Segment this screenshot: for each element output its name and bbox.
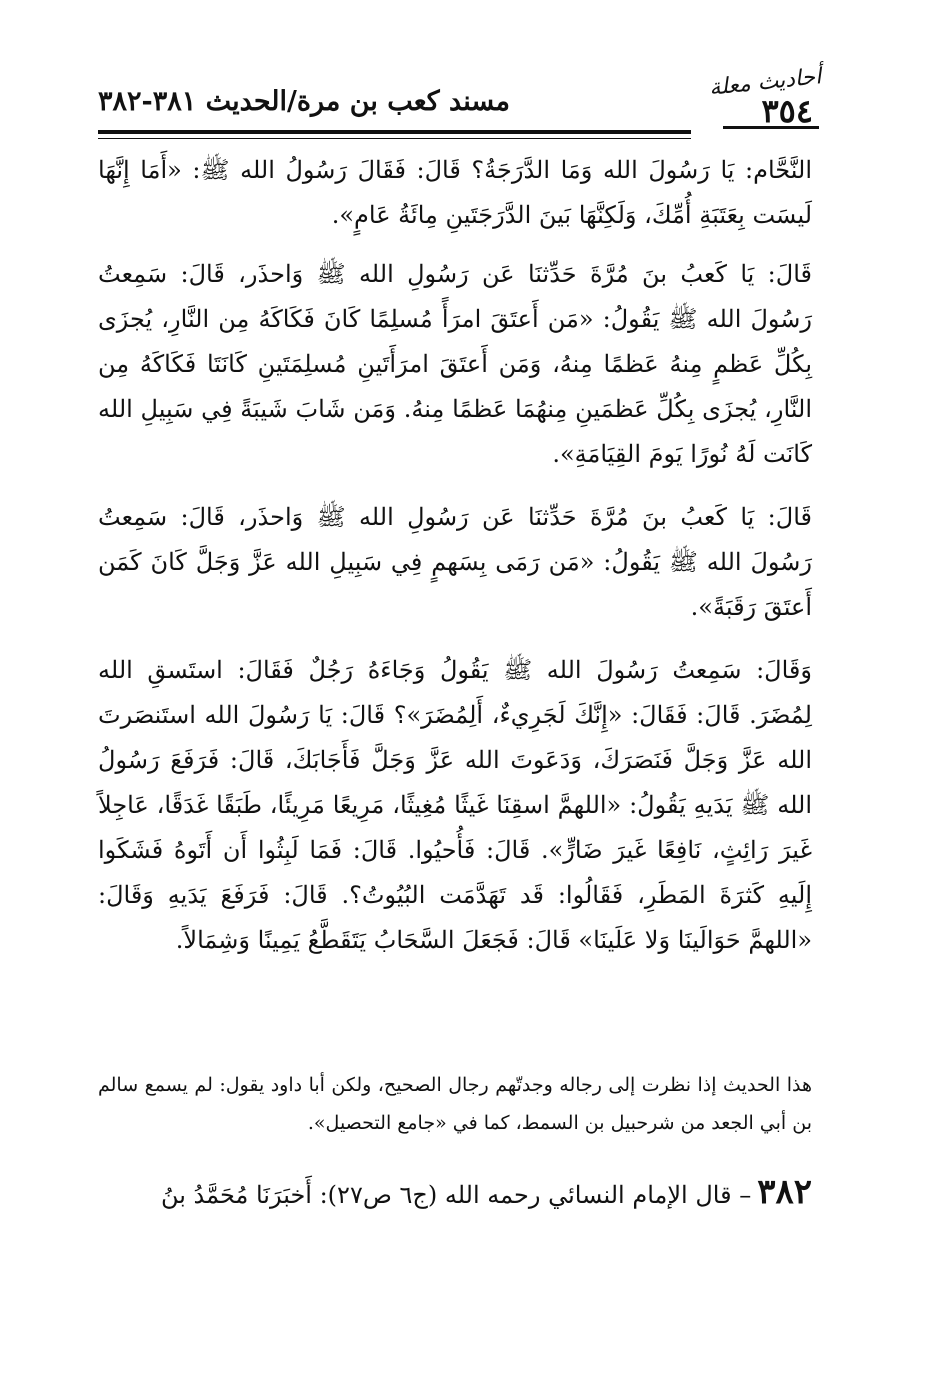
hadith-opening-text: – قال الإمام النسائي رحمه الله (ج٦ ص٢٧): أَخبَرَنَا مُحَمَّدُ بنُ xyxy=(160,1181,752,1209)
page-number: ٣٥٤ xyxy=(761,92,813,130)
header-rule-thin xyxy=(98,138,691,139)
next-hadith-start xyxy=(98,1170,812,1218)
page-number-underline xyxy=(723,126,819,129)
paragraph: وَقَالَ: سَمِعتُ رَسُولَ الله ﷺ يَقُولُ وَجَاءَهُ رَجُلٌ فَقَالَ: استَسقِ الله لِمُضَرَ. قَالَ: فَقَالَ: «إِنَّكَ لَجَرِيءٌ، أَلِمُضَرَ»؟ قَالَ: يَا رَسُولَ الله استَنصَرتَ الله عَزَّ وَجَلَّ فَنَصَرَكَ، وَدَعَوتَ الله عَزَّ وَجَلَّ فَأَجَابَكَ، قَالَ: فَرَفَعَ رَسُولُ الله ﷺ يَدَيهِ يَقُولُ: «اللهمَّ اسقِنَا غَيثًا مُغِيثًا، مَرِيعًا مَرِيئًا، طَبَقًا غَدَقًا، عَاجِلاً غَيرَ رَائِثٍ، نَافِعًا غَيرَ ضَارٍّ». قَالَ: فَأُحيُوا. قَالَ: فَمَا لَبِثُوا أَن أَتَوهُ فَشَكَوا إِلَيهِ كَثرَةَ المَطَرِ، فَقَالُوا: قَد تَهَدَّمَت البُيُوتُ؟. قَالَ: فَرَفَعَ يَدَيهِ وَقَالَ: «اللهمَّ حَوَالَينَا وَلا عَلَينَا» قَالَ: فَجَعَلَ السَّحَابُ يَتَقَطَّعُ يَمِينًا وَشِمَالاً. xyxy=(98,656,812,954)
header-rule xyxy=(98,130,691,134)
paragraph: قَالَ: يَا كَعبُ بنَ مُرَّةَ حَدِّثنَا عَن رَسُولِ الله ﷺ وَاحذَر، قَالَ: سَمِعتُ رَسُولَ الله ﷺ يَقُولُ: «مَن أَعتَقَ امرَأً مُسلِمًا كَانَ فَكَاكَهُ مِن النَّارِ، يُجزَى بِكُلِّ عَظمٍ مِنهُ عَظمًا مِنهُ، وَمَن أَعتَقَ امرَأَتَينِ مُسلِمَتَينِ كَانَتَا فَكَاكَهُ مِن النَّارِ، يُجزَى بِكُلِّ عَظمَينِ مِنهُمَا عَظمًا مِنهُ. وَمَن شَابَ شَيبَةً فِي سَبِيلِ الله كَانَت لَهُ نُورًا يَومَ القِيَامَةِ». xyxy=(98,260,812,468)
paragraph: النَّحَّام: يَا رَسُولَ الله وَمَا الدَّرَجَةُ؟ قَالَ: فَقَالَ رَسُولُ الله ﷺ: «أَمَا إِنَّهَا لَيسَت بِعَتَبَةِ أُمِّكَ، وَلَكِنَّهَا بَينَ الدَّرَجَتَينِ مِائَةُ عَامٍ». xyxy=(98,156,812,229)
handwritten-note: أحاديث معلة xyxy=(707,64,822,101)
running-head: مسند كعب بن مرة/الحديث ٣٨١-٣٨٢ xyxy=(98,86,510,117)
main-text xyxy=(98,148,812,981)
paragraph: قَالَ: يَا كَعبُ بنَ مُرَّةَ حَدِّثنَا عَن رَسُولِ الله ﷺ وَاحذَر، قَالَ: سَمِعتُ رَسُولَ الله ﷺ يَقُولُ: «مَن رَمَى بِسَهمٍ فِي سَبِيلِ الله عَزَّ وَجَلَّ كَانَ كَمَن أَعتَقَ رَقَبَةً». xyxy=(98,503,812,621)
hadith-number: ٣٨٢ xyxy=(757,1172,812,1212)
editor-note: هذا الحديث إذا نظرت إلى رجاله وجدتّهم رجال الصحيح، ولكن أبا داود يقول: لم يسمع سالم بن أبي الجعد من شرحبيل بن السمط، كما في «جامع التحصيل». xyxy=(98,1074,812,1134)
